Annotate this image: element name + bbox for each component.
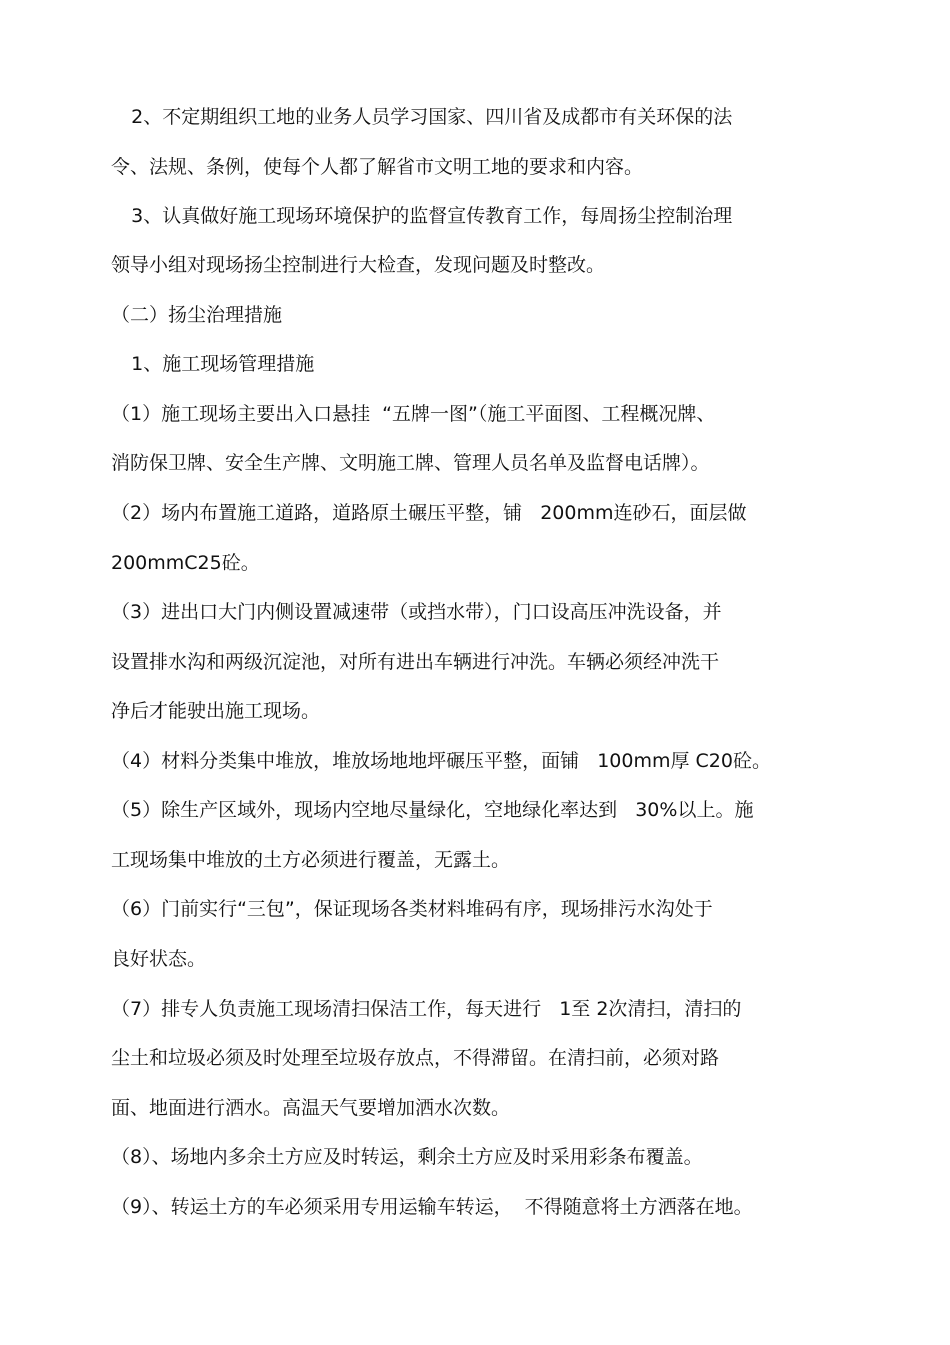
text-line-7: （1）施工现场主要出入口悬挂 “五牌一图”（施工平面图、工程概况牌、	[111, 403, 716, 425]
text-line-5: （二）扬尘治理措施	[111, 304, 283, 326]
text-line-11: （3）进出口大门内侧设置减速带（或挡水带），门口设高压冲洗设备，并	[111, 601, 722, 623]
text-line-14: （4）材料分类集中堆放，堆放场地地坪碾压平整，面铺 100mm厚 C20砼。	[111, 750, 771, 772]
text-line-19: （7）排专人负责施工现场清扫保洁工作，每天进行 1至 2次清扫，清扫的	[111, 998, 742, 1020]
text-line-4: 领导小组对现场扬尘控制进行大检查，发现问题及时整改。	[111, 254, 606, 276]
text-line-3: 3、认真做好施工现场环境保护的监督宣传教育工作，每周扬尘控制治理	[107, 205, 733, 227]
text-line-12: 设置排水沟和两级沉淀池，对所有进出车辆进行冲洗。车辆必须经冲洗干	[111, 651, 720, 673]
text-line-22: （8）、场地内多余土方应及时转运，剩余土方应及时采用彩条布覆盖。	[111, 1146, 703, 1168]
text-line-23: （9）、转运土方的车必须采用专用运输车转运， 不得随意将土方洒落在地。	[111, 1196, 753, 1218]
text-line-2: 令、法规、条例，使每个人都了解省市文明工地的要求和内容。	[111, 156, 644, 178]
text-line-21: 面、地面进行洒水。高温天气要增加洒水次数。	[111, 1097, 511, 1119]
text-line-18: 良好状态。	[111, 948, 207, 970]
text-line-20: 尘土和垃圾必须及时处理至垃圾存放点，不得滞留。在清扫前，必须对路	[111, 1047, 720, 1069]
text-line-16: 工现场集中堆放的土方必须进行覆盖，无露土。	[111, 849, 511, 871]
text-line-17: （6）门前实行“三包”，保证现场各类材料堆码有序，现场排污水沟处于	[111, 898, 713, 920]
text-line-6: 1、施工现场管理措施	[107, 353, 315, 375]
text-line-9: （2）场内布置施工道路，道路原土碾压平整，铺 200mm连砂石，面层做	[111, 502, 747, 524]
text-line-15: （5）除生产区域外，现场内空地尽量绿化，空地绿化率达到 30%以上。施	[111, 799, 754, 821]
text-line-1: 2、不定期组织工地的业务人员学习国家、四川省及成都市有关环保的法	[107, 106, 733, 128]
text-line-8: 消防保卫牌、安全生产牌、文明施工牌、管理人员名单及监督电话牌）。	[111, 452, 710, 474]
text-line-13: 净后才能驶出施工现场。	[111, 700, 321, 722]
text-line-10: 200mmC25砼。	[111, 552, 260, 574]
